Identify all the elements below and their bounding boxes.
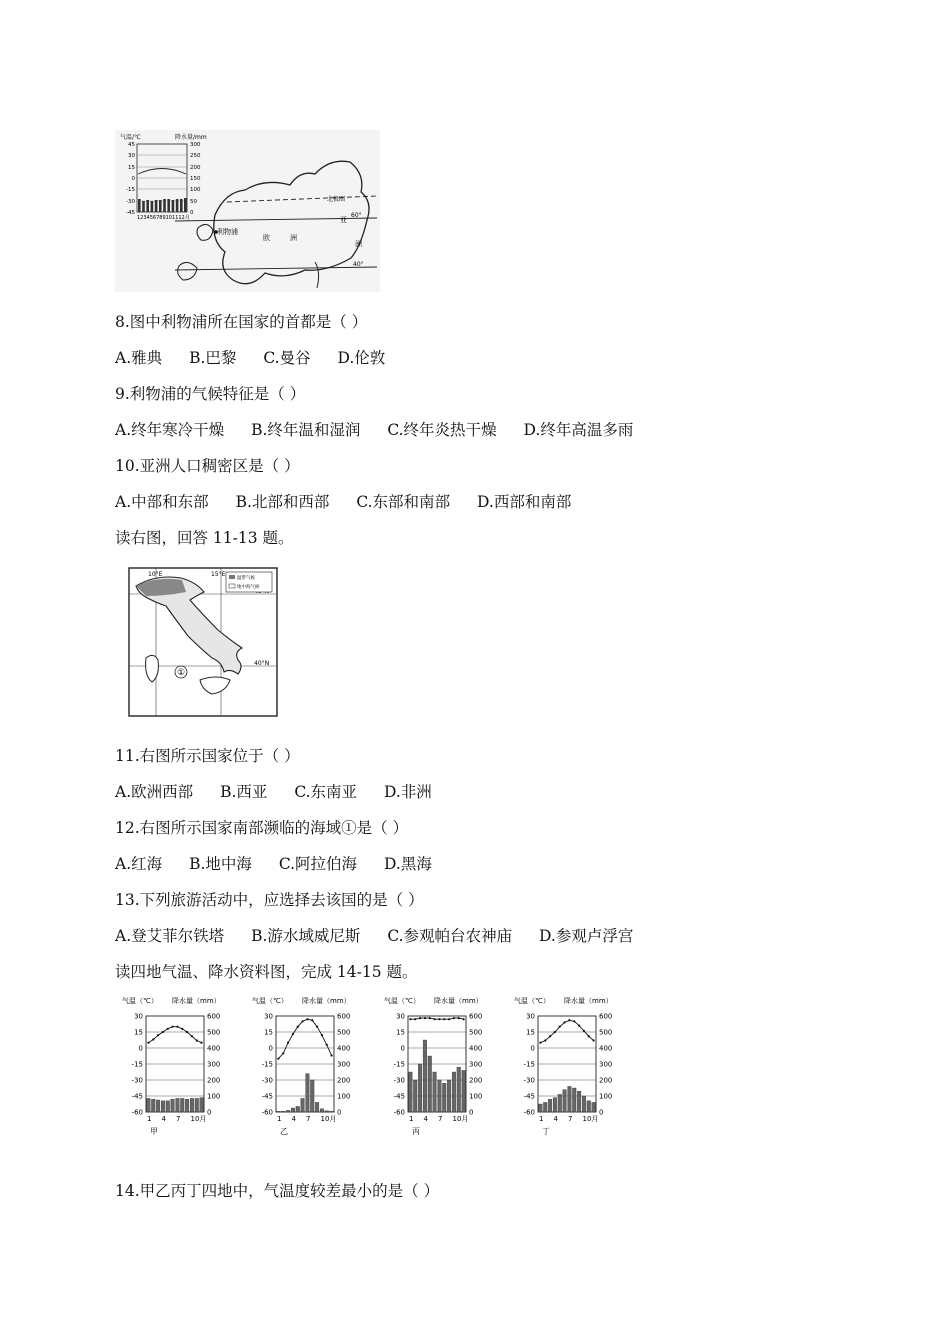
q10-option-c[interactable]: C.东部和南部 (356, 493, 451, 511)
precip-bar (277, 1111, 281, 1112)
arctic-circle-label: 北极圈 (327, 196, 346, 203)
temp-axis-label: 气温（℃） (122, 997, 158, 1005)
temp-tick: 15 (128, 165, 135, 171)
precip-bar (185, 1099, 189, 1112)
temp-tick-label: 0 (400, 1044, 405, 1053)
temp-tick: 30 (128, 153, 135, 159)
precip-bar (325, 1111, 329, 1112)
q13-option-c[interactable]: C.参观帕台农神庙 (387, 927, 513, 945)
sea-marker: ① (176, 668, 186, 678)
temp-tick: -15 (126, 187, 135, 193)
month-tick-label: 10月 (582, 1115, 599, 1123)
temp-tick-label: 30 (264, 1012, 273, 1021)
temp-tick-label: 30 (134, 1012, 143, 1021)
precip-bar (413, 1080, 417, 1112)
asia-label-1: 亚 (340, 216, 347, 224)
q13-option-a[interactable]: A.登艾菲尔铁塔 (115, 927, 225, 945)
precip-bar (543, 1102, 547, 1112)
precip-bar (310, 1080, 314, 1112)
precip-tick: 250 (190, 153, 201, 159)
precip-tick-label: 0 (207, 1108, 212, 1117)
precip-tick: 300 (190, 142, 201, 148)
precip-bar (418, 1064, 422, 1112)
precip-bar (558, 1094, 562, 1112)
q13-option-b[interactable]: B.游水域威尼斯 (251, 927, 361, 945)
month-labels: 123456789101112月 (137, 215, 190, 221)
precip-tick: 150 (190, 176, 201, 182)
precip-bar (286, 1110, 290, 1112)
precip-tick-label: 300 (469, 1060, 483, 1069)
temp-tick-label: -15 (261, 1060, 273, 1069)
lat40-label: 40°N (254, 660, 270, 667)
question-11-stem: 11.右图所示国家位于（ ） (115, 747, 300, 765)
precip-tick-label: 600 (599, 1012, 613, 1021)
temp-tick-label: 0 (530, 1044, 535, 1053)
precip-tick-label: 500 (207, 1028, 221, 1037)
temp-tick-label: -60 (393, 1108, 405, 1117)
precip-tick: 100 (190, 187, 201, 193)
month-tick-label: 4 (423, 1115, 428, 1123)
temp-tick-label: 0 (138, 1044, 143, 1053)
q12-option-d[interactable]: D.黑海 (384, 855, 432, 873)
precip-axis-label: 降水量（mm） (564, 997, 613, 1005)
precip-bar (301, 1098, 305, 1112)
month-tick-label: 4 (553, 1115, 558, 1123)
lon10-label: 10°E (148, 571, 163, 578)
month-tick-label: 7 (176, 1115, 181, 1123)
temp-tick-label: -60 (131, 1108, 143, 1117)
precip-bar (428, 1056, 432, 1112)
precip-bar (442, 1083, 446, 1112)
precip-tick-label: 100 (469, 1092, 483, 1101)
precip-bar (438, 1080, 442, 1112)
question-11-options (115, 780, 454, 802)
question-12-options (115, 852, 454, 874)
temp-axis-label: 气温（℃） (384, 997, 420, 1005)
temp-line (278, 1019, 331, 1058)
precip-tick-label: 0 (337, 1108, 342, 1117)
precip-bar (320, 1109, 324, 1112)
precip-tick-label: 500 (469, 1028, 483, 1037)
precip-bar (423, 1040, 427, 1112)
temp-line (148, 1027, 201, 1043)
precip-tick-label: 500 (337, 1028, 351, 1037)
precip-bar (166, 1101, 170, 1112)
precip-axis-label: 降水量（mm） (302, 997, 351, 1005)
temp-tick-label: -45 (131, 1092, 143, 1101)
chart-name: 乙 (280, 1127, 288, 1136)
month-tick-label: 10月 (452, 1115, 469, 1123)
precip-tick-label: 400 (337, 1044, 351, 1053)
precip-bar (563, 1090, 567, 1112)
precip-tick-label: 600 (337, 1012, 351, 1021)
precip-bar (306, 1074, 310, 1112)
europe-label-2: 洲 (290, 234, 297, 242)
precip-bar (587, 1101, 591, 1112)
q9-option-d[interactable]: D.终年高温多雨 (523, 421, 634, 439)
q12-option-c[interactable]: C.阿拉伯海 (278, 855, 358, 873)
legend-mediterranean: 地中海气候 (237, 585, 260, 590)
month-tick-label: 1 (147, 1115, 152, 1123)
lat60-label: 60° (351, 212, 362, 219)
temp-axis-label: 气温（℃） (514, 997, 550, 1005)
temp-tick: 45 (128, 142, 135, 148)
precip-tick-label: 500 (599, 1028, 613, 1037)
temp-tick-label: 15 (134, 1028, 143, 1037)
temp-tick-label: -30 (261, 1076, 273, 1085)
precip-bar (462, 1070, 466, 1112)
q11-option-d[interactable]: D.非洲 (384, 783, 432, 801)
legend (226, 572, 272, 592)
month-tick-label: 4 (291, 1115, 296, 1123)
precip-axis-label: 降水量（mm） (172, 997, 221, 1005)
temp-tick-label: -15 (393, 1060, 405, 1069)
asia-label-2: 洲 (355, 240, 362, 248)
month-tick-label: 7 (568, 1115, 573, 1123)
legend-temperate: 温带气候 (237, 576, 255, 581)
q8-option-c[interactable]: C.曼谷 (263, 349, 311, 367)
question-13-stem: 13.下列旅游活动中，应选择去该国的是（ ） (115, 891, 424, 909)
precip-tick-label: 0 (599, 1108, 604, 1117)
question-14-stem: 14.甲乙丙丁四地中，气温度较差最小的是（ ） (115, 1182, 440, 1200)
precip-tick: 200 (190, 165, 201, 171)
precip-tick-label: 100 (207, 1092, 221, 1101)
precip-bar (147, 1098, 151, 1112)
precip-bar (291, 1108, 295, 1112)
q9-option-a[interactable]: A.终年寒冷干燥 (115, 421, 225, 439)
intro-14-15: 读四地气温、降水资料图，完成 14-15 题。 (115, 963, 418, 981)
italy-map-figure (126, 562, 281, 719)
month-tick-label: 1 (409, 1115, 414, 1123)
precip-bar (190, 1098, 194, 1112)
q8-option-d[interactable]: D.伦敦 (337, 349, 386, 367)
temp-tick-label: -45 (523, 1092, 535, 1101)
liverpool-label: 利物浦 (217, 228, 238, 236)
precip-bar (195, 1098, 199, 1112)
precip-tick-label: 100 (599, 1092, 613, 1101)
temp-tick-label: -30 (523, 1076, 535, 1085)
question-12-stem: 12.右图所示国家南部濒临的海域①是（ ） (115, 819, 409, 837)
q9-option-c[interactable]: C.终年炎热干燥 (387, 421, 497, 439)
question-8-options (115, 346, 407, 368)
precip-bar (180, 1098, 184, 1112)
precip-tick-label: 300 (599, 1060, 613, 1069)
europe-label-1: 欧 (263, 234, 270, 242)
temp-line (410, 1018, 463, 1019)
question-8-stem: 8.图中利物浦所在国家的首都是（ ） (115, 313, 368, 331)
precip-bar (548, 1099, 552, 1112)
precip-tick-label: 300 (337, 1060, 351, 1069)
precip-axis-title: 降水量/mm (175, 134, 207, 141)
month-tick-label: 10月 (190, 1115, 207, 1123)
q12-option-a[interactable]: A.红海 (115, 855, 163, 873)
precip-tick-label: 0 (469, 1108, 474, 1117)
temp-tick-label: -45 (261, 1092, 273, 1101)
q11-option-c[interactable]: C.东南亚 (294, 783, 358, 801)
month-tick-label: 7 (306, 1115, 311, 1123)
month-tick-label: 4 (161, 1115, 166, 1123)
precip-tick-label: 400 (599, 1044, 613, 1053)
precip-bar (315, 1102, 319, 1112)
precip-tick-label: 400 (207, 1044, 221, 1053)
month-tick-label: 10月 (320, 1115, 337, 1123)
temp-tick-label: -45 (393, 1092, 405, 1101)
precip-tick-label: 100 (337, 1092, 351, 1101)
temp-tick-label: -30 (393, 1076, 405, 1085)
precip-tick-label: 600 (207, 1012, 221, 1021)
precip-tick-label: 600 (469, 1012, 483, 1021)
q10-option-a[interactable]: A.中部和东部 (115, 493, 209, 511)
precip-bar (176, 1098, 180, 1112)
precip-bar (433, 1072, 437, 1112)
temp-tick-label: 30 (396, 1012, 405, 1021)
q10-option-d[interactable]: D.西部和南部 (477, 493, 572, 511)
precip-bar (539, 1104, 543, 1112)
precip-tick-label: 200 (207, 1076, 221, 1085)
precip-bar (568, 1086, 572, 1112)
temp-tick: -45 (126, 210, 135, 216)
precip-tick-label: 400 (469, 1044, 483, 1053)
precip-tick: 50 (190, 199, 197, 205)
q8-option-a[interactable]: A.雅典 (115, 349, 163, 367)
question-13-options (115, 924, 655, 946)
question-9-options (115, 418, 655, 440)
question-9-stem: 9.利物浦的气候特征是（ ） (115, 385, 306, 403)
precip-bar (592, 1102, 596, 1112)
lat40-label: 40° (353, 261, 364, 268)
precip-bar (171, 1099, 175, 1112)
question-10-options (115, 490, 593, 512)
month-tick-label: 1 (277, 1115, 282, 1123)
precip-bar (452, 1072, 456, 1112)
precip-bar (281, 1111, 285, 1112)
q11-option-b[interactable]: B.西亚 (220, 783, 268, 801)
lon15-label: 15°E (211, 571, 226, 578)
precip-bar (447, 1080, 451, 1112)
q13-option-d[interactable]: D.参观卢浮宫 (539, 927, 634, 945)
precip-tick-label: 300 (207, 1060, 221, 1069)
precip-tick-label: 200 (469, 1076, 483, 1085)
temp-tick-label: 15 (526, 1028, 535, 1037)
q12-option-b[interactable]: B.地中海 (189, 855, 252, 873)
climate-charts-figure (120, 992, 625, 1152)
precip-bar (577, 1091, 581, 1112)
precip-bar (151, 1099, 155, 1112)
temp-line (540, 1020, 593, 1042)
precip-bar (582, 1096, 586, 1112)
temp-tick-label: -60 (523, 1108, 535, 1117)
precip-axis-label: 降水量（mm） (434, 997, 483, 1005)
precip-bar (409, 1072, 413, 1112)
precip-bar (200, 1098, 204, 1112)
precip-bar (156, 1100, 160, 1112)
temp-axis-label: 气温（℃） (252, 997, 288, 1005)
month-tick-label: 1 (539, 1115, 544, 1123)
chart-name: 甲 (150, 1127, 158, 1136)
precip-tick: 0 (190, 210, 194, 216)
intro-11-13: 读右图，回答 11-13 题。 (115, 529, 294, 547)
precip-tick-label: 200 (599, 1076, 613, 1085)
q9-option-b[interactable]: B.终年温和湿润 (251, 421, 361, 439)
europe-map-figure (115, 130, 380, 292)
temp-tick-label: 15 (396, 1028, 405, 1037)
temp-tick: -30 (126, 199, 135, 205)
month-tick-label: 7 (438, 1115, 443, 1123)
precip-bar (457, 1067, 461, 1112)
chart-name: 丁 (542, 1127, 550, 1136)
temp-tick-label: 30 (526, 1012, 535, 1021)
question-10-stem: 10.亚洲人口稠密区是（ ） (115, 457, 300, 475)
temp-tick-label: -15 (523, 1060, 535, 1069)
temp-tick-label: 15 (264, 1028, 273, 1037)
precip-tick-label: 200 (337, 1076, 351, 1085)
precip-bar (296, 1106, 300, 1112)
chart-name: 丙 (412, 1127, 420, 1136)
temp-tick-label: 0 (268, 1044, 273, 1053)
precip-bar (572, 1088, 576, 1112)
temp-tick-label: -30 (131, 1076, 143, 1085)
temp-tick: 0 (131, 176, 135, 182)
precip-bar (553, 1098, 557, 1112)
precip-bar (161, 1101, 165, 1112)
q10-option-b[interactable]: B.北部和西部 (235, 493, 330, 511)
temp-tick-label: -60 (261, 1108, 273, 1117)
precip-bar (330, 1111, 334, 1112)
temp-tick-label: -15 (131, 1060, 143, 1069)
temp-axis-title: 气温/℃ (120, 134, 141, 141)
q8-option-b[interactable]: B.巴黎 (189, 349, 237, 367)
q11-option-a[interactable]: A.欧洲西部 (115, 783, 194, 801)
